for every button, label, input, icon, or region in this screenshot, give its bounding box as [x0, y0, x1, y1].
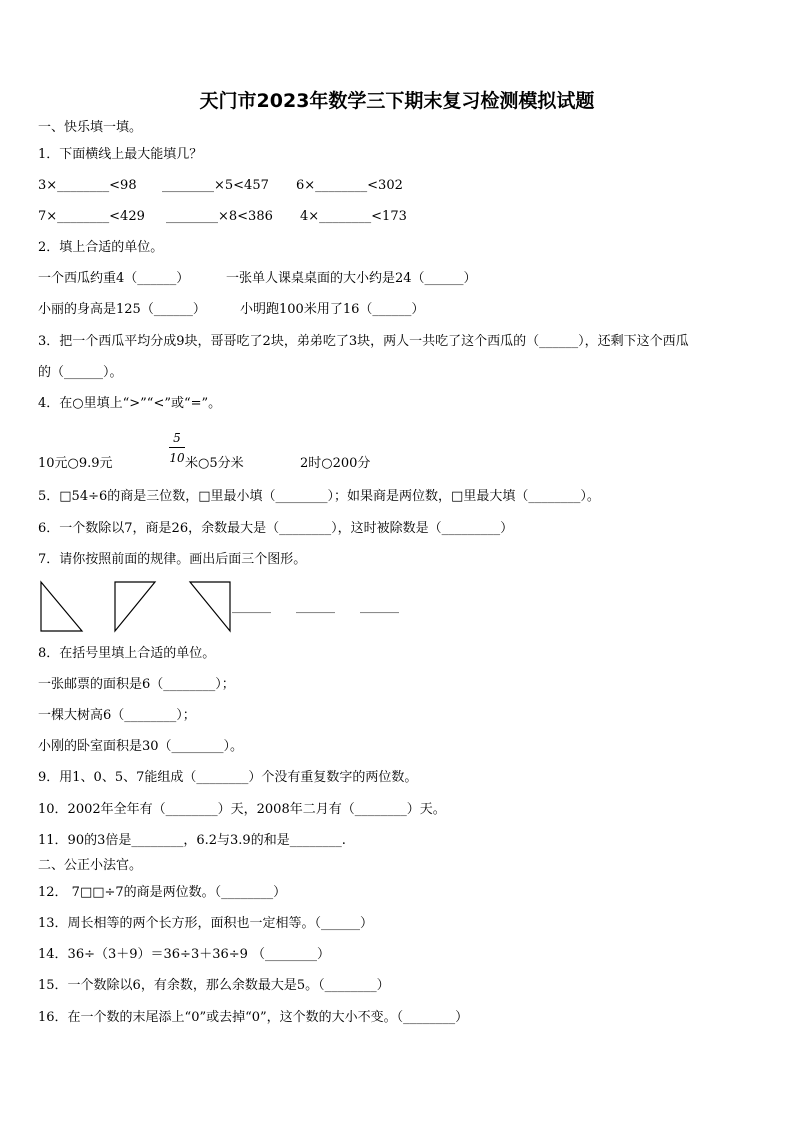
q2-run-time[interactable]: 小明跑100米用了16（______）: [240, 302, 425, 317]
q2-watermelon-weight[interactable]: 一个西瓜约重4（______）: [38, 271, 190, 286]
question-7-stem: 7．请你按照前面的规律。画出后面三个图形。: [38, 552, 307, 567]
q1-blank-5[interactable]: ________×8<386: [166, 209, 273, 224]
section-heading-1: 一、快乐填一填。: [38, 120, 143, 135]
q8-stamp-area[interactable]: 一张邮票的面积是6（________）；: [38, 677, 235, 692]
pattern-shapes: [38, 580, 238, 636]
q7-answer-blank-3[interactable]: ______: [360, 599, 399, 614]
right-triangle-shape-2: [115, 582, 155, 631]
q8-bedroom-area[interactable]: 小刚的卧室面积是30（________）。: [38, 739, 244, 754]
fraction-numerator: 5: [173, 431, 181, 445]
q1-blank-6[interactable]: 4×________<173: [300, 209, 407, 224]
right-triangle-shape-3: [190, 582, 230, 631]
question-14[interactable]: 14．36÷（3＋9）＝36÷3＋36÷9 （________）: [38, 947, 331, 962]
question-12[interactable]: 12． 7□□÷7的商是两位数。（________）: [38, 885, 287, 900]
q7-answer-blank-2[interactable]: ______: [296, 599, 335, 614]
q1-blank-3[interactable]: 6×________<302: [296, 178, 403, 193]
question-9[interactable]: 9．用1、0、5、7能组成（________）个没有重复数字的两位数。: [38, 770, 418, 785]
section-heading-2: 二、公正小法官。: [38, 858, 143, 873]
q4-compare-time[interactable]: 2时○200分: [300, 456, 371, 471]
question-3-line-1[interactable]: 3．把一个西瓜平均分成9块，哥哥吃了2块，弟弟吃了3块，两人一共吃了这个西瓜的（______），还剩下这个西瓜: [38, 334, 689, 349]
q2-desk-area[interactable]: 一张单人课桌桌面的大小约是24（______）: [226, 271, 477, 286]
question-16[interactable]: 16．在一个数的末尾添上“0”或去掉“0”，这个数的大小不变。（________）: [38, 1010, 469, 1025]
q1-blank-1[interactable]: 3×________<98: [38, 178, 137, 193]
q7-answer-blank-1[interactable]: ______: [232, 599, 271, 614]
question-3-line-2[interactable]: 的（______）。: [38, 365, 123, 380]
q4-compare-money[interactable]: 10元○9.9元: [38, 456, 113, 471]
fraction-denominator: 10: [169, 451, 185, 465]
q4-compare-length[interactable]: 米○5分米: [185, 456, 244, 471]
question-5[interactable]: 5．□54÷6的商是三位数，□里最小填（________）；如果商是两位数，□里最大填（________）。: [38, 489, 600, 504]
q1-blank-4[interactable]: 7×________<429: [38, 209, 145, 224]
fraction-bar: [169, 447, 185, 448]
question-15[interactable]: 15．一个数除以6，有余数，那么余数最大是5。（________）: [38, 978, 390, 993]
q8-tree-height[interactable]: 一棵大树高6（________）；: [38, 708, 196, 723]
q2-height[interactable]: 小丽的身高是125（______）: [38, 302, 206, 317]
question-11[interactable]: 11．90的3倍是________，6.2与3.9的和是________.: [38, 833, 346, 848]
question-4-stem: 4．在○里填上“>”“<”或“=”。: [38, 396, 222, 411]
question-6[interactable]: 6．一个数除以7，商是26，余数最大是（________），这时被除数是（_________）: [38, 521, 514, 536]
q1-blank-2[interactable]: ________×5<457: [162, 178, 269, 193]
right-triangle-shape-1: [41, 582, 82, 631]
question-8-stem: 8．在括号里填上合适的单位。: [38, 646, 216, 661]
question-2-stem: 2．填上合适的单位。: [38, 240, 164, 255]
question-13[interactable]: 13．周长相等的两个长方形，面积也一定相等。（______）: [38, 916, 374, 931]
question-10[interactable]: 10．2002年全年有（________）天，2008年二月有（________）天。: [38, 802, 446, 817]
page-title: 天门市2023年数学三下期末复习检测模拟试题: [199, 90, 595, 112]
question-1-stem: 1．下面横线上最大能填几？: [38, 147, 203, 162]
